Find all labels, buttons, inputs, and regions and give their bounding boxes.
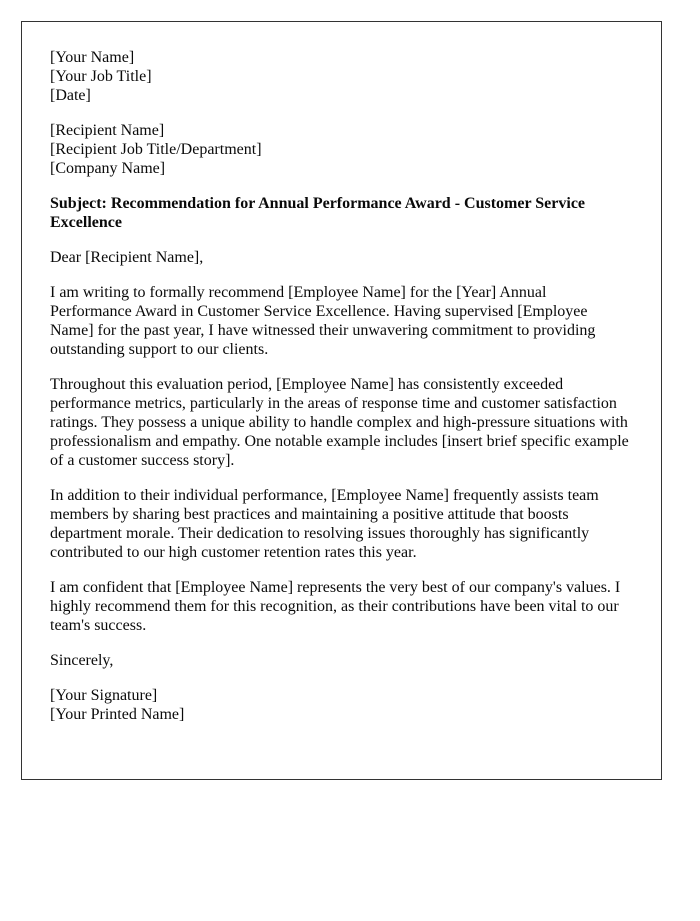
- salutation: Dear [Recipient Name],: [50, 249, 204, 266]
- recipient-company: [Company Name]: [50, 160, 166, 177]
- recipient-name: [Recipient Name]: [50, 122, 165, 139]
- recipient-job-title-department: [Recipient Job Title/Department]: [50, 141, 262, 158]
- letter-document: [21, 21, 662, 780]
- body-paragraph-3: In addition to their individual performance, [Employee Name] frequently assists team members by sharing best practices and maintaining a positive attitude that boosts department morale. Their dedication to resolving issues thoroughly has significantly contributed to our high customer retention rates this year.: [50, 487, 599, 561]
- subject-line: Subject: Recommendation for Annual Performance Award - Customer Service Excellence: [50, 195, 586, 231]
- letter-date: [Date]: [50, 87, 91, 104]
- sender-block: [50, 48, 631, 105]
- sender-name: [Your Name]: [50, 49, 135, 66]
- signature-block: [50, 686, 631, 724]
- closing: Sincerely,: [50, 652, 114, 669]
- recipient-block: [50, 121, 631, 178]
- body-paragraph-2: Throughout this evaluation period, [Employee Name] has consistently exceeded performance metrics, particularly in the areas of response time and customer satisfaction ratings. They possess a unique ability to handle complex and high-pressure situations with professionalism and empathy. One notable example includes [insert brief specific example of a customer success story].: [50, 376, 629, 469]
- printed-name-placeholder: [Your Printed Name]: [50, 706, 185, 723]
- body-paragraph-1: I am writing to formally recommend [Employee Name] for the [Year] Annual Performance Award in Customer Service Excellence. Having supervised [Employee Name] for the past year, I have witnessed their unwavering commitment to providing outstanding support to our clients.: [50, 284, 596, 358]
- signature-placeholder: [Your Signature]: [50, 687, 158, 704]
- body-paragraph-4: I am confident that [Employee Name] represents the very best of our company's values. I highly recommend them for this recognition, as their contributions have been vital to our team's success.: [50, 579, 621, 634]
- sender-job-title: [Your Job Title]: [50, 68, 152, 85]
